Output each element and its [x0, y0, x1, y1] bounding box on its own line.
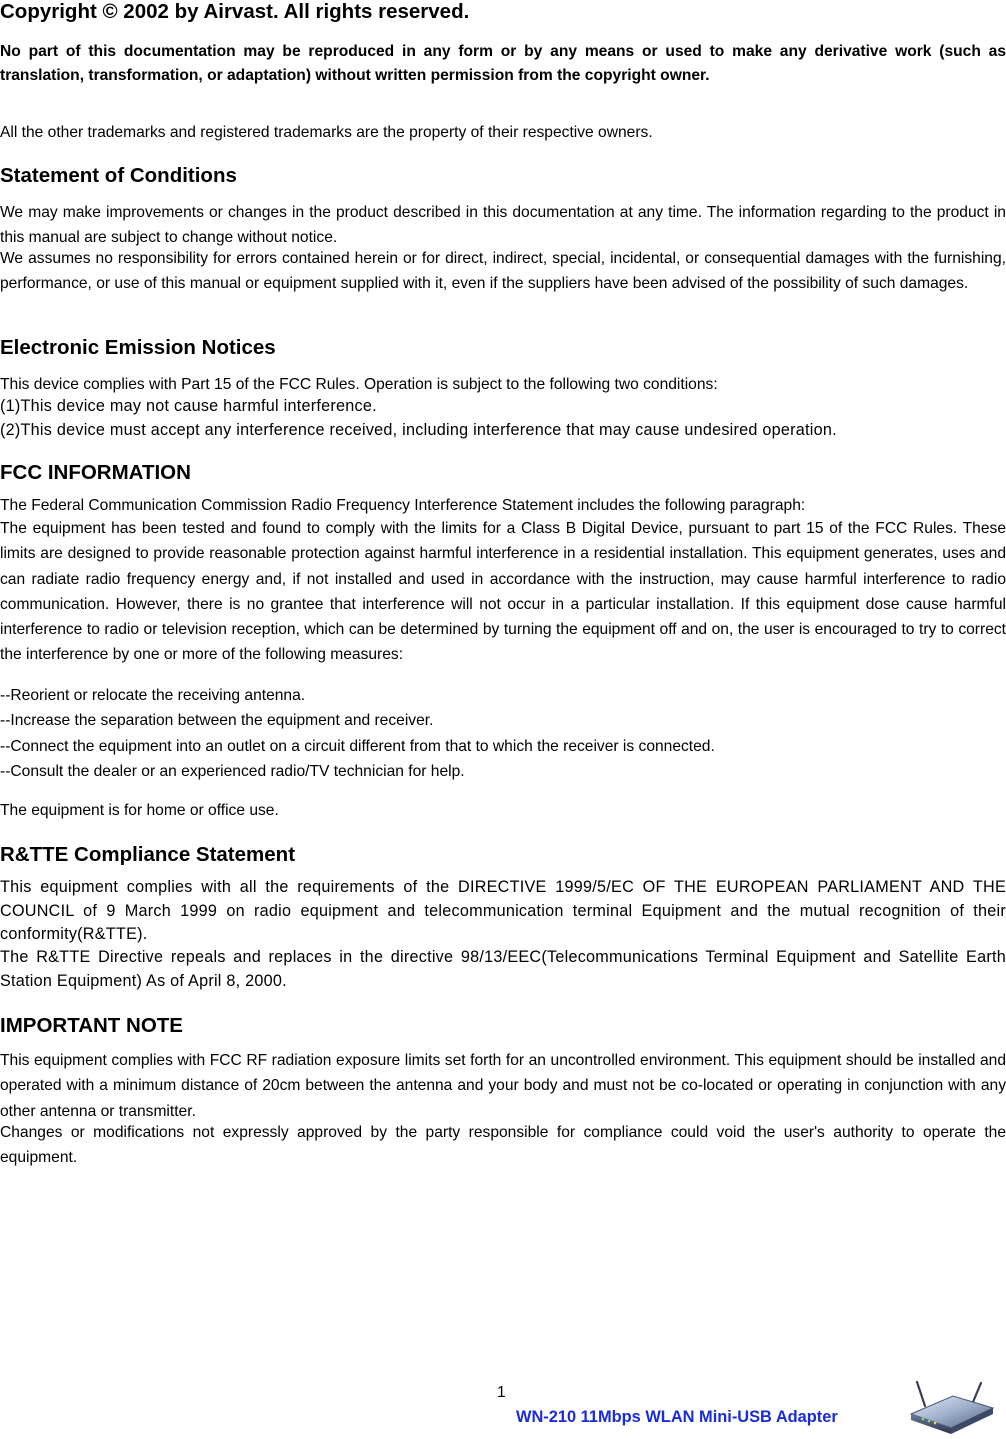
fcc-body: The equipment has been tested and found to comply with the limits for a Class B Digital Device, pursuant to part 15 of the FCC Rules. These limits are designed to provide reasonable protection against harmful interference in a residential installation. This equipment generates, uses and can radiate radio frequency energy and, if not installed and used in accordance with the instruction, may cause harmful interference to radio communication. However, there is no grantee that interference will not occur in a particular installation. If this equipment dose cause harmful interference to radio or television reception, which can be determined by turning the equipment off and on, the user is encouraged to try to correct the interference by one or more of the following measures:: [0, 520, 1006, 664]
conditions-paragraph-2: We assumes no responsibility for errors contained herein or for direct, indirect, special, incidental, or consequential damages with the furnishing, performance, or use of this manual or equipment supplied with it, even if the suppliers have been advised of the possibility of such damages.: [0, 250, 1006, 293]
rtte-heading: R&TTE Compliance Statement: [0, 843, 296, 866]
fcc-measure: --Reorient or relocate the receiving antenna.: [0, 687, 306, 704]
emission-intro: This device complies with Part 15 of the FCC Rules. Operation is subject to the following two conditions:: [0, 376, 718, 393]
router-icon: [907, 1380, 995, 1436]
fcc-measure: --Consult the dealer or an experienced radio/TV technician for help.: [0, 762, 465, 780]
copyright-title: Copyright © 2002 by Airvast. All rights reserved.: [0, 0, 470, 23]
important-heading: IMPORTANT NOTE: [0, 1014, 183, 1037]
fcc-measure: --Connect the equipment into an outlet on a circuit different from that to which the receiver is connected.: [0, 737, 715, 755]
fcc-intro: The Federal Communication Commission Radio Frequency Interference Statement includes the following paragraph:: [0, 497, 806, 514]
fcc-home-use: The equipment is for home or office use.: [0, 802, 279, 819]
emission-condition-1: (1)This device may not cause harmful interference.: [0, 397, 377, 415]
emission-condition-2: (2)This device must accept any interference received, including interference that may cause undesired operation.: [0, 420, 837, 439]
fcc-measures-list: [0, 683, 1006, 784]
emission-heading: Electronic Emission Notices: [0, 336, 276, 359]
rtte-paragraph-1: This equipment complies with all the requirements of the DIRECTIVE 1999/5/EC OF THE EUROPEAN PARLIAMENT AND THE COUNCIL of 9 March 1999 on radio equipment and telecommunication terminal Equipment and the mutual recognition of their conformity(R&TTE).: [0, 878, 1006, 944]
conditions-heading: Statement of Conditions: [0, 164, 237, 187]
fcc-heading: FCC INFORMATION: [0, 461, 191, 484]
emission-conditions: [0, 395, 1006, 442]
product-footer-title: WN-210 11Mbps WLAN Mini-USB Adapter: [516, 1408, 838, 1426]
fcc-measure: --Increase the separation between the equipment and receiver.: [0, 712, 434, 730]
copyright-notice: No part of this documentation may be reproduced in any form or by any means or used to make any derivative work (such as translation, transformation, or adaptation) without written permission from the copyright owner.: [0, 43, 1006, 84]
trademarks-text: All the other trademarks and registered trademarks are the property of their respective owners.: [0, 124, 653, 141]
important-paragraph-2: Changes or modifications not expressly approved by the party responsible for compliance could void the user's authority to operate the equipment.: [0, 1124, 1006, 1167]
conditions-paragraph-1: We may make improvements or changes in the product described in this documentation at any time. The information regarding to the product in this manual are subject to change without notice.: [0, 204, 1006, 247]
important-paragraph-1: This equipment complies with FCC RF radiation exposure limits set forth for an uncontrolled environment. This equipment should be installed and operated with a minimum distance of 20cm between the antenna and your body and must not be co-located or operating in conjunction with any other antenna or transmitter.: [0, 1052, 1006, 1120]
page-number: 1: [497, 1384, 506, 1401]
rtte-paragraph-2: The R&TTE Directive repeals and replaces in the directive 98/13/EEC(Telecommunications Terminal Equipment and Satellite Earth Station Equipment) As of April 8, 2000.: [0, 948, 1006, 990]
